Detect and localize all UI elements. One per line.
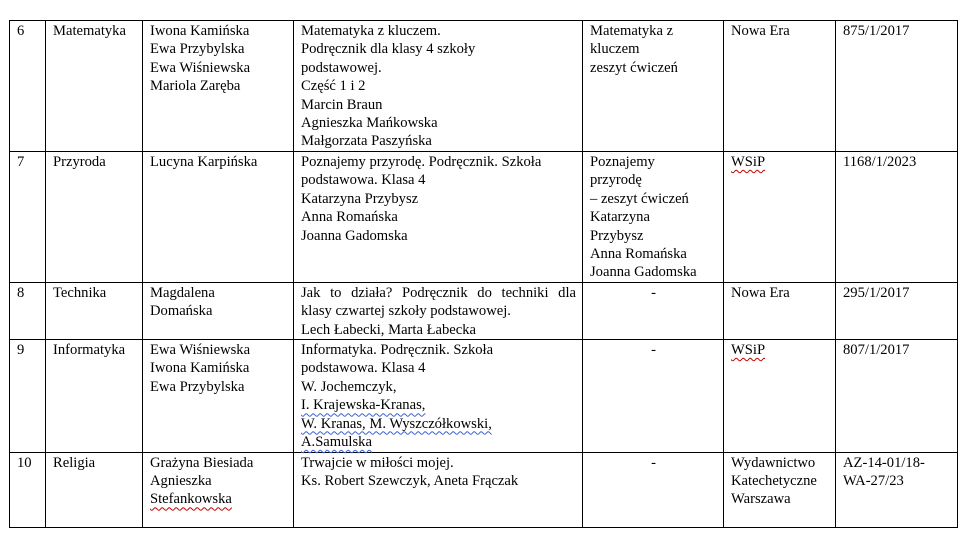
subject-cell: Technika [46,282,143,339]
exercise-book-cell: Matematyka z kluczem zeszyt ćwiczeń [583,21,724,152]
publisher-cell: Nowa Era [724,21,836,152]
table-row [10,282,958,339]
approval-number-cell: 807/1/2017 [836,340,958,452]
row-number: 7 [10,152,46,283]
publisher-cell: Wydawnictwo Katechetyczne Warszawa [724,452,836,527]
authors-cell: Lucyna Karpińska [143,152,294,283]
title-cell: Informatyka. Podręcznik. Szkoła podstawowa. Klasa 4 W. Jochemczyk, I. Krajewska-Kranas, W. Kranas, M. Wyszczółkowski, A.Samulska [294,340,583,452]
authors-cell: Iwona Kamińska Ewa Przybylska Ewa Wiśniewska Mariola Zaręba [143,21,294,152]
row-number: 9 [10,340,46,452]
title-cell: Trwajcie w miłości mojej. Ks. Robert Szewczyk, Aneta Frączak [294,452,583,527]
row-number: 8 [10,282,46,339]
title-cell: Jak to działa? Podręcznik do techniki dla klasy czwartej szkoły podstawowej. Lech Łabecki, Marta Łabecka [294,282,583,339]
publisher-cell: Nowa Era [724,282,836,339]
row-number: 10 [10,452,46,527]
authors-cell: Grażyna Biesiada Agnieszka Stefankowska [143,452,294,527]
subject-cell: Przyroda [46,152,143,283]
exercise-book-cell: - [583,282,724,339]
table-row [10,340,958,452]
exercise-book-cell: - [583,452,724,527]
authors-cell: Ewa Wiśniewska Iwona Kamińska Ewa Przybylska [143,340,294,452]
exercise-book-cell: Poznajemy przyrodę – zeszyt ćwiczeń Katarzyna Przybysz Anna Romańska Joanna Gadomska [583,152,724,283]
textbook-table [9,20,958,528]
subject-cell: Matematyka [46,21,143,152]
approval-number-cell: 295/1/2017 [836,282,958,339]
authors-cell: Magdalena Domańska [143,282,294,339]
table-row [10,152,958,283]
table-row [10,452,958,527]
row-number: 6 [10,21,46,152]
subject-cell: Religia [46,452,143,527]
subject-cell: Informatyka [46,340,143,452]
publisher-cell: WSiP [724,152,836,283]
approval-number-cell: 1168/1/2023 [836,152,958,283]
title-cell: Matematyka z kluczem. Podręcznik dla klasy 4 szkoły podstawowej. Część 1 i 2 Marcin Braun Agnieszka Mańkowska Małgorzata Paszyńska [294,21,583,152]
table-row [10,21,958,152]
exercise-book-cell: - [583,340,724,452]
approval-number-cell: AZ-14-01/18- WA-27/23 [836,452,958,527]
title-cell: Poznajemy przyrodę. Podręcznik. Szkoła podstawowa. Klasa 4 Katarzyna Przybysz Anna Romańska Joanna Gadomska [294,152,583,283]
approval-number-cell: 875/1/2017 [836,21,958,152]
publisher-cell: WSiP [724,340,836,452]
